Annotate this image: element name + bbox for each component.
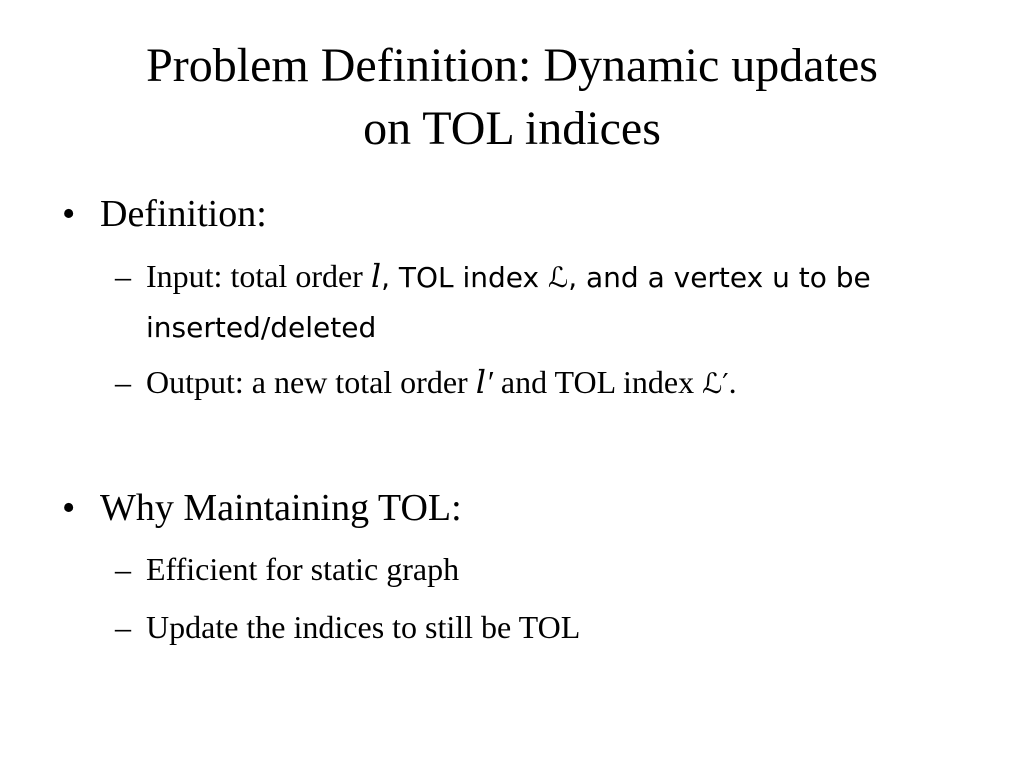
output-prefix: Output: a new total order bbox=[146, 364, 476, 400]
sub-bullet-text: Update the indices to still be TOL bbox=[146, 609, 581, 645]
new-tol-index-symbol: ℒ′ bbox=[702, 367, 729, 400]
dash-marker: – bbox=[115, 609, 131, 645]
slide-title bbox=[40, 34, 984, 160]
bullet-marker: • bbox=[62, 487, 76, 529]
sub-bullet-update bbox=[115, 603, 975, 651]
sub-bullet-output bbox=[115, 358, 975, 408]
sub-bullet-input bbox=[115, 252, 975, 352]
output-rest: . bbox=[728, 364, 737, 400]
sub-bullet-text: Efficient for static graph bbox=[146, 551, 460, 587]
input-prefix: Input: total order bbox=[146, 258, 371, 294]
output-mid: and TOL index bbox=[492, 364, 703, 400]
input-mid: , TOL index bbox=[381, 261, 549, 294]
sub-bullet-text bbox=[146, 252, 975, 352]
bullet-text: Why Maintaining TOL: bbox=[100, 487, 462, 529]
slide-title-line-2: on TOL indices bbox=[363, 102, 661, 155]
new-total-order-symbol: 𝑙′ bbox=[475, 364, 493, 400]
slide-title-line-1: Problem Definition: Dynamic updates bbox=[146, 39, 878, 92]
total-order-symbol: 𝑙 bbox=[370, 258, 382, 294]
sub-bullet-efficient bbox=[115, 545, 975, 593]
dash-marker: – bbox=[115, 364, 131, 400]
sub-bullet-text bbox=[146, 358, 975, 408]
bullet-marker: • bbox=[62, 193, 76, 235]
bullet-text: Definition: bbox=[100, 193, 267, 235]
tol-index-symbol: ℒ bbox=[548, 261, 569, 294]
dash-marker: – bbox=[115, 258, 131, 294]
input-rest: , and a vertex u to be inserted/deleted bbox=[146, 261, 871, 344]
dash-marker: – bbox=[115, 551, 131, 587]
